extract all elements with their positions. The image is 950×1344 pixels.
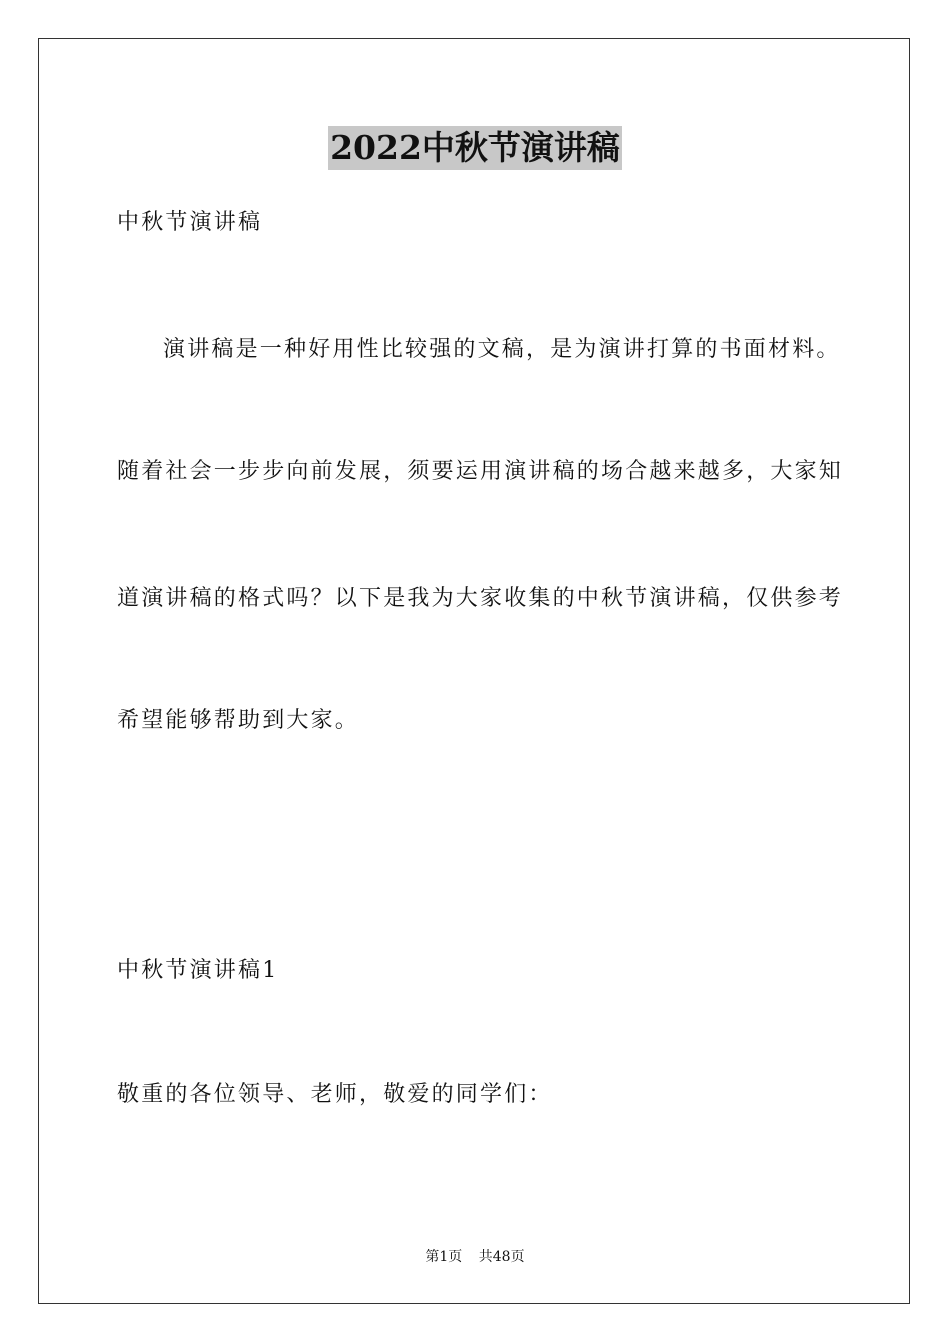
document-title-text: 2022中秋节演讲稿: [328, 126, 622, 170]
paragraph-line-4: 希望能够帮助到大家。: [117, 708, 360, 733]
section-heading: 中秋节演讲稿1: [117, 958, 279, 983]
document-subtitle: 中秋节演讲稿: [117, 210, 263, 235]
document-title: [0, 126, 950, 170]
paragraph-line-2: 随着社会一步步向前发展，须要运用演讲稿的场合越来越多，大家知: [117, 459, 844, 484]
paragraph-line-1: 演讲稿是一种好用性比较强的文稿，是为演讲打算的书面材料。: [163, 337, 841, 362]
salutation: 敬重的各位领导、老师，敬爱的同学们：: [117, 1082, 553, 1107]
page-number-current: 第1页: [425, 1249, 463, 1265]
page-footer: [0, 1247, 950, 1267]
paragraph-line-3: 道演讲稿的格式吗？以下是我为大家收集的中秋节演讲稿，仅供参考: [117, 586, 844, 611]
page-number-total: 共48页: [478, 1249, 525, 1265]
